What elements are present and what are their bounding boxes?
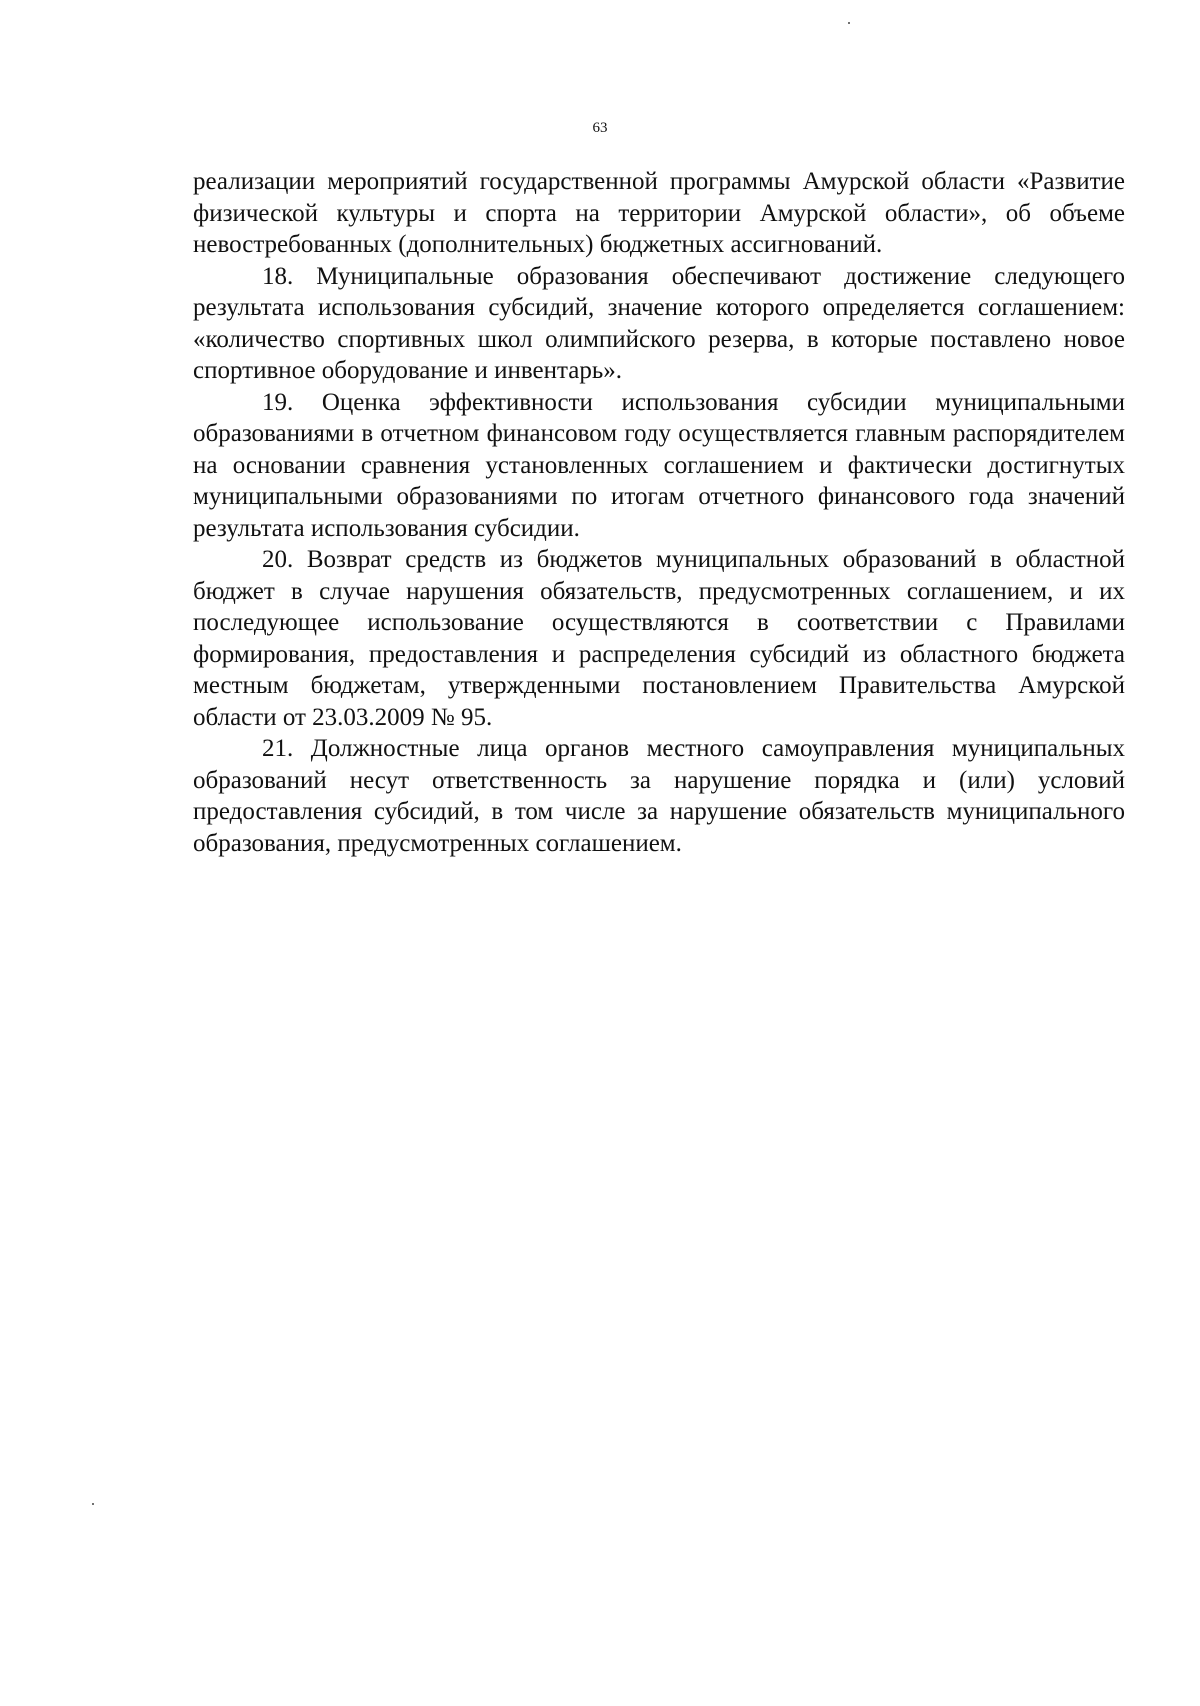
scan-speck <box>92 1503 94 1505</box>
paragraph-20: 20. Возврат средств из бюджетов муниципальных образований в областной бюджет в случае нарушения обязательств, предусмотренных соглашением, и их последующее использование осуществляются в соответствии с Правилами формирования, предоставления и распределения субсидий из областного бюджета местным бюджетам, утвержденными постановлением Правительства Амурской области от 23.03.2009 № 95. <box>193 546 1125 731</box>
paragraph-21: 21. Должностные лица органов местного самоуправления муниципальных образований несут ответственность за нарушение порядка и (или) условий предоставления субсидий, в том числе за нарушение обязательств муниципального образования, предусмотренных соглашением. <box>193 735 1125 857</box>
document-body <box>193 166 1125 859</box>
page-number: 63 <box>592 120 608 136</box>
paragraph-continuation: реализации мероприятий государственной программы Амурской области «Развитие физической культуры и спорта на территории Амурской области», об объеме невостребованных (дополнительных) бюджетных ассигнований. <box>193 168 1125 258</box>
paragraph-18: 18. Муниципальные образования обеспечивают достижение следующего результата использования субсидий, значение которого определяется соглашением: «количество спортивных школ олимпийского резерва, в которые поставлено новое спортивное оборудование и инвентарь». <box>193 262 1125 384</box>
scan-speck <box>848 22 850 24</box>
paragraph-19: 19. Оценка эффективности использования субсидии муниципальными образованиями в отчетном финансовом году осуществляется главным распорядителем на основании сравнения установленных соглашением и фактически достигнутых муниципальными образованиями по итогам отчетного финансового года значений результата использования субсидии. <box>193 388 1125 542</box>
